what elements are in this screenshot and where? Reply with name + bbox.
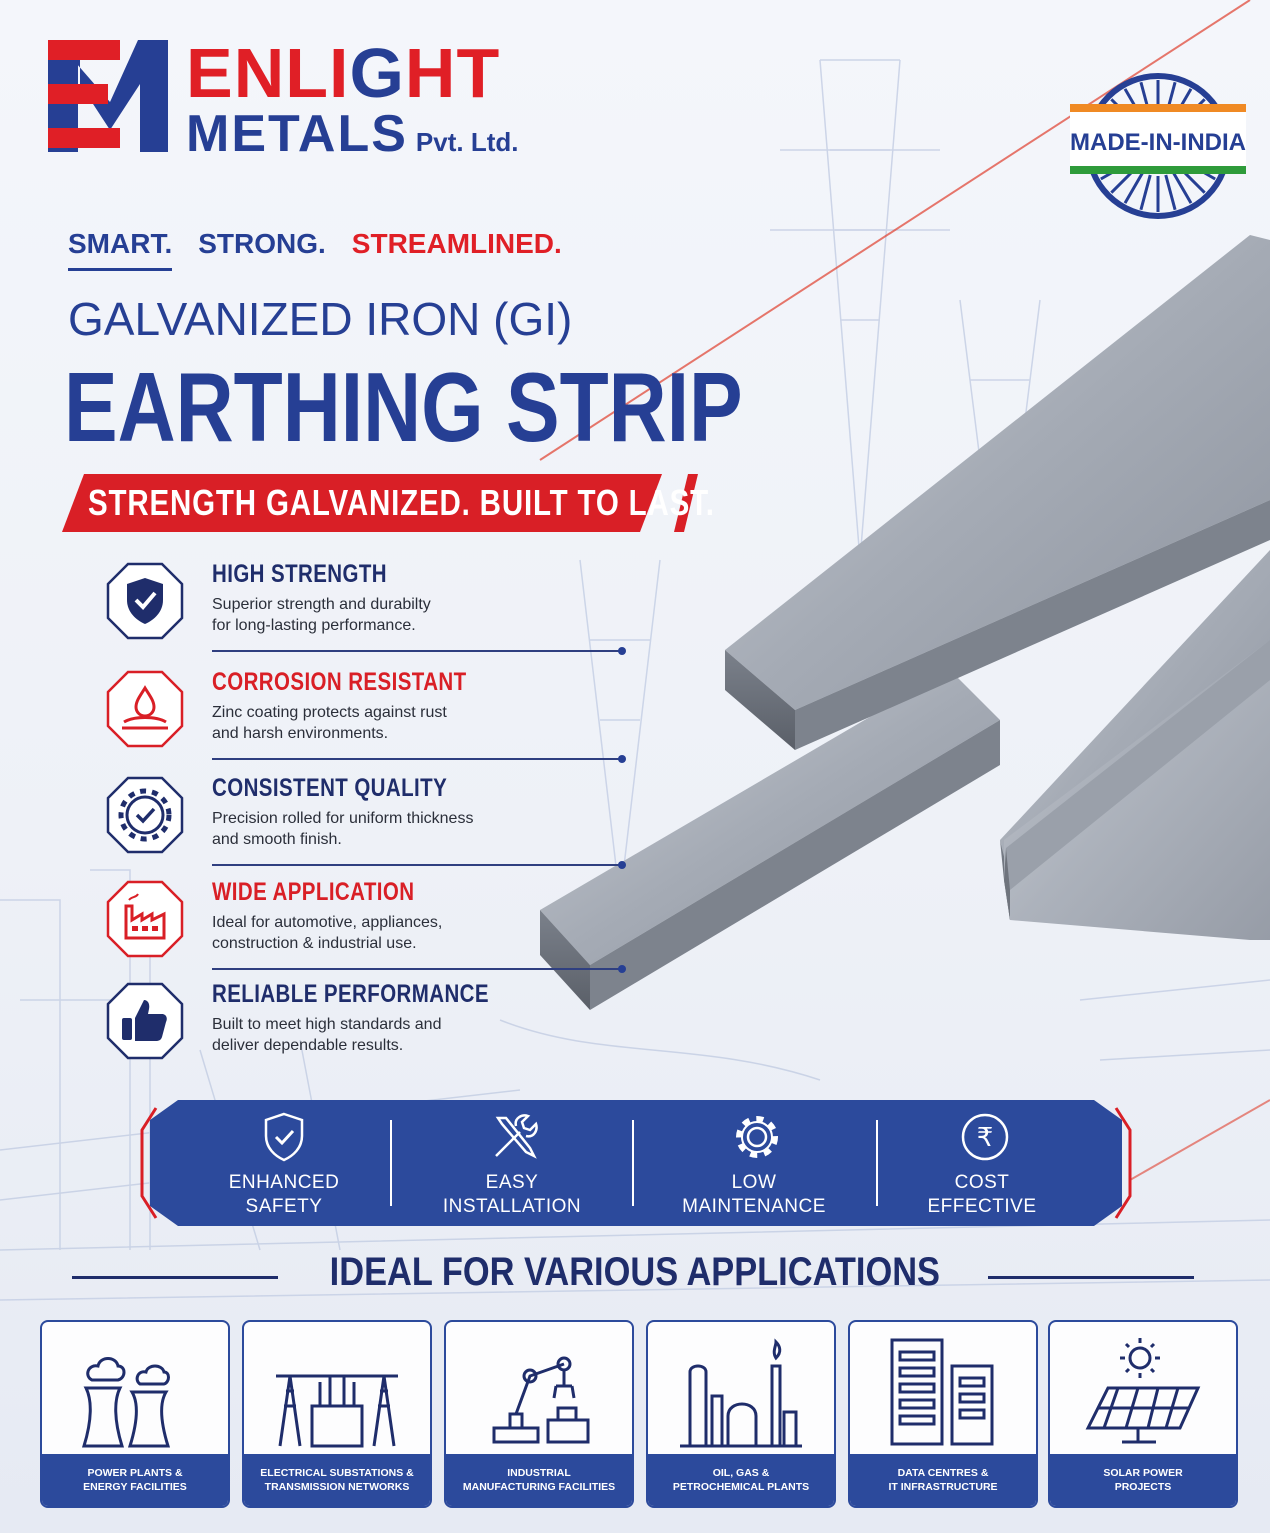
divider xyxy=(212,650,622,652)
applications-title: IDEAL FOR VARIOUS APPLICATIONS xyxy=(329,1250,941,1294)
badge-text: MADE-IN-INDIA xyxy=(1070,129,1246,156)
company-logo xyxy=(48,34,568,163)
water-drop-icon xyxy=(106,670,184,748)
benefit-easy-installation: EASY INSTALLATION xyxy=(402,1100,622,1226)
product-subtitle: GALVANIZED IRON (GI) xyxy=(68,293,573,345)
feature-wide-application xyxy=(106,880,526,980)
chakra-spoke xyxy=(1166,175,1175,210)
thumbs-up-icon xyxy=(106,982,184,1060)
shield-check-icon xyxy=(106,562,184,640)
divider xyxy=(212,864,622,866)
application-card-oil-gas xyxy=(646,1320,836,1508)
rupee-icon xyxy=(960,1112,1010,1162)
feature-description: Ideal for automotive, appliances, construction & industrial use. xyxy=(212,914,443,952)
feature-description: Built to meet high standards and deliver dependable results. xyxy=(212,1016,442,1054)
benefits-bar xyxy=(138,1100,1134,1226)
application-caption: POWER PLANTS & ENERGY FACILITIES xyxy=(42,1454,228,1506)
application-caption: ELECTRICAL SUBSTATIONS & TRANSMISSION NETWORKS xyxy=(244,1454,430,1506)
application-caption: OIL, GAS & PETROCHEMICAL PLANTS xyxy=(648,1454,834,1506)
refinery-icon xyxy=(676,1336,806,1448)
feature-consistent-quality xyxy=(106,776,526,876)
gear-check-icon xyxy=(106,776,184,854)
application-card-power-plants xyxy=(40,1320,230,1508)
feature-title: CONSISTENT QUALITY xyxy=(212,774,448,802)
feature-description: Zinc coating protects against rust and harsh environments. xyxy=(212,704,447,742)
feature-title: CORROSION RESISTANT xyxy=(212,668,467,696)
benefit-cost-effective: ₹ COST EFFECTIVE xyxy=(872,1100,1092,1226)
application-card-solar xyxy=(1048,1320,1238,1508)
tagline-smart: SMART. xyxy=(68,228,172,271)
application-caption: SOLAR POWER PROJECTS xyxy=(1050,1454,1236,1506)
application-caption: DATA CENTRES & IT INFRASTRUCTURE xyxy=(850,1454,1036,1506)
product-title: EARTHING STRIP xyxy=(64,352,743,462)
application-card-substations xyxy=(242,1320,432,1508)
benefit-enhanced-safety: ENHANCED SAFETY xyxy=(174,1100,394,1226)
factory-icon xyxy=(106,880,184,958)
feature-reliable-performance xyxy=(106,982,526,1082)
tagline-strong: STRONG. xyxy=(198,228,326,259)
feature-description: Precision rolled for uniform thickness and smooth finish. xyxy=(212,810,474,848)
em-logo-icon xyxy=(48,40,168,152)
divider xyxy=(212,758,622,760)
brand-suffix: Pvt. Ltd. xyxy=(415,127,519,157)
server-rack-icon xyxy=(878,1336,1008,1448)
brand-name-line2: METALS Pvt. Ltd. xyxy=(186,105,519,163)
solar-panel-icon xyxy=(1078,1336,1208,1448)
feature-corrosion-resistant xyxy=(106,670,526,770)
svg-text:₹: ₹ xyxy=(976,1123,994,1153)
application-card-manufacturing xyxy=(444,1320,634,1508)
made-in-india-badge xyxy=(1070,58,1246,234)
slogan-text: STRENGTH GALVANIZED. BUILT TO LAST. xyxy=(88,482,715,523)
application-card-data-centres xyxy=(848,1320,1038,1508)
feature-title: WIDE APPLICATION xyxy=(212,878,415,906)
feature-title: HIGH STRENGTH xyxy=(212,560,388,588)
tools-icon xyxy=(490,1112,540,1162)
benefit-low-maintenance: LOW MAINTENANCE xyxy=(644,1100,864,1226)
tagline-streamlined: STREAMLINED. xyxy=(351,228,562,259)
chakra-spoke xyxy=(1141,175,1150,210)
brand-name: ENLIGHT xyxy=(186,34,501,112)
gear-icon xyxy=(732,1112,782,1162)
shield-check-icon xyxy=(262,1112,306,1162)
substation-icon xyxy=(272,1336,402,1448)
tagline xyxy=(68,228,588,271)
cooling-tower-icon xyxy=(70,1336,200,1448)
gi-strip-product-image xyxy=(520,220,1270,1060)
applications-heading xyxy=(72,1250,1198,1300)
application-caption: INDUSTRIAL MANUFACTURING FACILITIES xyxy=(446,1454,632,1506)
divider xyxy=(212,968,622,970)
feature-title: RELIABLE PERFORMANCE xyxy=(212,980,489,1008)
feature-high-strength xyxy=(106,562,526,662)
robot-arm-icon xyxy=(474,1336,604,1448)
feature-description: Superior strength and durabilty for long-lasting performance. xyxy=(212,596,431,634)
